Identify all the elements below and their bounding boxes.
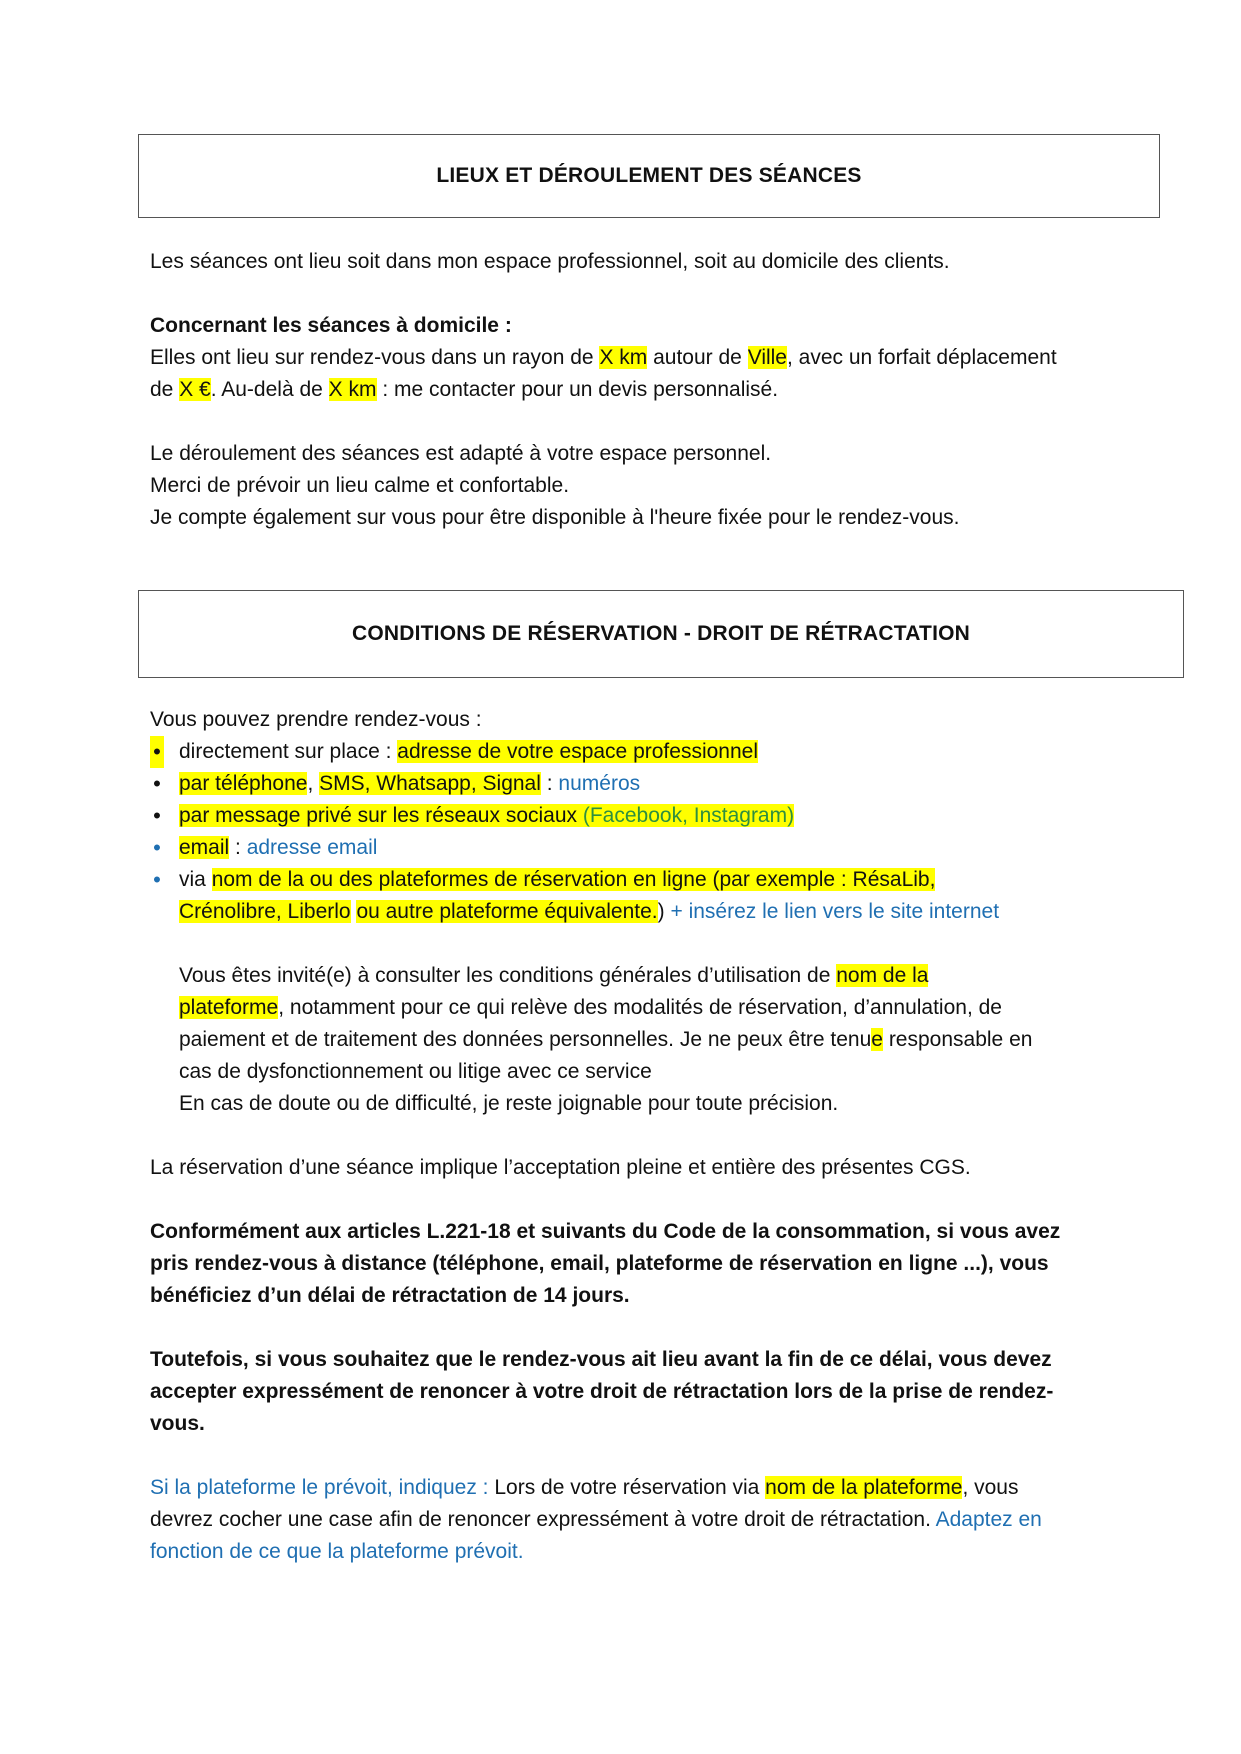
placeholder-numeros: numéros <box>558 772 641 795</box>
section-conditions-body <box>150 704 1150 1568</box>
list-item <box>150 800 1150 832</box>
placeholder-km: X km <box>599 346 648 369</box>
renonciation-line: accepter expressément de renoncer à votre droit de rétractation lors de la prise de rendez- <box>150 1380 1054 1403</box>
placeholder-adresse-email: adresse email <box>246 836 378 859</box>
placeholder-facebook: (Facebook, Instagram) <box>577 804 795 827</box>
text: ) <box>657 900 665 923</box>
cgu-line <box>179 1024 1150 1056</box>
booking-methods-list <box>150 736 1150 928</box>
section-title-lieux: LIEUX ET DÉROULEMENT DES SÉANCES <box>436 164 862 187</box>
blank-line <box>150 928 1150 960</box>
list-item <box>150 832 1150 864</box>
placeholder-adresse: adresse de votre espace professionnel <box>397 740 758 763</box>
deroulement-line: Je compte également sur vous pour être disponible à l'heure fixée pour le rendez-vous. <box>150 506 960 529</box>
bullet-icon: • <box>153 867 161 892</box>
last-line <box>150 1472 1150 1504</box>
section-title-box-conditions <box>138 590 1184 678</box>
text: devrez cocher une case afin de renoncer expressément à votre droit de rétractation. <box>150 1508 936 1531</box>
text: de <box>150 378 180 401</box>
placeholder-plateforme-name-2: plateforme <box>179 996 279 1019</box>
text: Lors de votre réservation via <box>494 1476 766 1499</box>
placeholder-plateformes-3: ou autre plateforme équivalente. <box>356 900 658 923</box>
domicile-line-1 <box>150 342 1150 374</box>
text: : <box>229 836 247 859</box>
cgu-line: En cas de doute ou de difficulté, je reste joignable pour toute précision. <box>179 1092 839 1115</box>
placeholder-price: X € <box>179 378 211 401</box>
blank-line <box>150 406 1150 438</box>
placeholder-lien: + insérez le lien vers le site internet <box>664 900 1000 923</box>
cgu-line: cas de dysfonctionnement ou litige avec ce service <box>179 1060 652 1083</box>
text: . Au-delà de <box>210 378 329 401</box>
acceptation-line: La réservation d’une séance implique l’acceptation pleine et entière des présentes CGS. <box>150 1156 971 1179</box>
retractation-line: pris rendez-vous à distance (téléphone, email, plateforme de réservation en ligne ...), vous <box>150 1252 1049 1275</box>
placeholder-sms: SMS, Whatsapp, Signal <box>319 772 541 795</box>
rdv-intro: Vous pouvez prendre rendez-vous : <box>150 708 482 731</box>
retractation-line: bénéficiez d’un délai de rétractation de 14 jours. <box>150 1284 630 1307</box>
blank-line <box>150 278 1150 310</box>
section-title-conditions: CONDITIONS DE RÉSERVATION - DROIT DE RÉTRACTATION <box>351 622 971 645</box>
bullet-icon: • <box>150 736 164 768</box>
cgu-line <box>179 960 1150 992</box>
section-lieux-body <box>150 246 1150 534</box>
text: Elles ont lieu sur rendez-vous dans un rayon de <box>150 346 600 369</box>
placeholder-gender: e <box>871 1028 883 1051</box>
domicile-heading: Concernant les séances à domicile : <box>150 314 512 337</box>
deroulement-line: Merci de prévoir un lieu calme et confortable. <box>150 474 570 497</box>
list-item <box>150 864 1150 928</box>
list-item <box>150 768 1150 800</box>
bullet-icon: • <box>153 771 161 796</box>
bullet-icon: • <box>153 803 161 828</box>
text: , vous <box>962 1476 1019 1499</box>
text: responsable en <box>882 1028 1033 1051</box>
renonciation-line: Toutefois, si vous souhaitez que le rendez-vous ait lieu avant la fin de ce délai, vous devez <box>150 1348 1052 1371</box>
placeholder-email: email <box>179 836 230 859</box>
placeholder-plateformes: nom de la ou des plateformes de réservation en ligne (par exemple : RésaLib, <box>211 868 936 891</box>
placeholder-plateforme-name-3: nom de la plateforme <box>765 1476 963 1499</box>
instruction-text: Si la plateforme le prévoit, indiquez : <box>150 1476 495 1499</box>
placeholder-km-2: X km <box>328 378 377 401</box>
text: paiement et de traitement des données personnelles. Je ne peux être tenu <box>179 1028 872 1051</box>
text: directement sur place : <box>179 740 398 763</box>
placeholder-reseaux: par message privé sur les réseaux sociaux <box>179 804 578 827</box>
section-title-box-lieux <box>138 134 1160 218</box>
text: , <box>307 772 320 795</box>
deroulement-line: Le déroulement des séances est adapté à votre espace personnel. <box>150 442 772 465</box>
blank-line <box>150 1184 1150 1216</box>
instruction-text: Adaptez en <box>935 1508 1042 1531</box>
blank-line <box>150 1120 1150 1152</box>
placeholder-telephone: par téléphone <box>179 772 308 795</box>
blank-line <box>150 1312 1150 1344</box>
text: : me contacter pour un devis personnalisé. <box>376 378 779 401</box>
text: via <box>179 868 212 891</box>
blank-line <box>150 1440 1150 1472</box>
placeholder-plateforme-name: nom de la <box>836 964 929 987</box>
placeholder-plateformes-2: Crénolibre, Liberlo <box>179 900 351 923</box>
domicile-line-2 <box>150 374 1150 406</box>
lieux-intro: Les séances ont lieu soit dans mon espace professionnel, soit au domicile des clients. <box>150 250 950 273</box>
text: , avec un forfait déplacement <box>787 346 1057 369</box>
placeholder-ville: Ville <box>747 346 787 369</box>
bullet-icon: • <box>153 835 161 860</box>
text: autour de <box>647 346 748 369</box>
cgu-paragraph <box>150 960 1150 1120</box>
instruction-text: fonction de ce que la plateforme prévoit. <box>150 1540 524 1563</box>
text: : <box>540 772 559 795</box>
list-item <box>150 736 1150 768</box>
text: , notamment pour ce qui relève des modalités de réservation, d’annulation, de <box>278 996 1002 1019</box>
text: Vous êtes invité(e) à consulter les conditions générales d’utilisation de <box>179 964 837 987</box>
renonciation-line: vous. <box>150 1412 205 1435</box>
retractation-line: Conformément aux articles L.221-18 et suivants du Code de la consommation, si vous avez <box>150 1220 1061 1243</box>
cgu-line <box>179 992 1150 1024</box>
last-line <box>150 1504 1150 1536</box>
